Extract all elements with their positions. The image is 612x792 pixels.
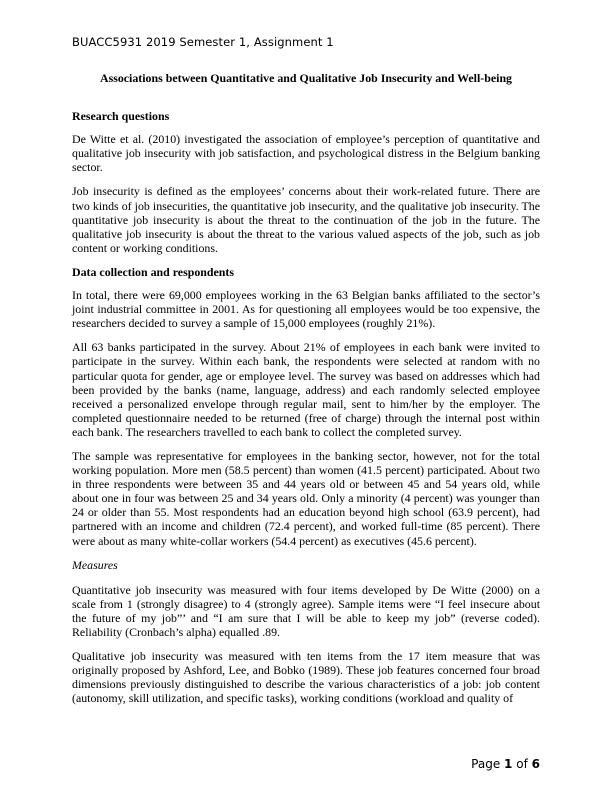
section-heading-research-questions: Research questions	[72, 109, 170, 124]
paragraph: Job insecurity is defined as the employees’ concerns about their work-related future. There are two kinds of job insecurities, the quantitative job insecurity, and the qualitative job insecurity. The quantitative job insecurity is about the threat to the continuation of the job in the future. The qualitative job insecurity is about the threat to the various valued aspects of the job, such as job content or working conditions.	[72, 184, 540, 255]
paragraph: Quantitative job insecurity was measured with four items developed by De Witte (2000) on a scale from 1 (strongly disagree) to 4 (strongly agree). Sample items were “I feel insecure about the future of my job”’ and “I am sure that I will be able to keep my job” (reverse coded). Reliability (Cronbach’s alpha) equalled .89.	[72, 582, 540, 639]
paragraph: All 63 banks participated in the survey. About 21% of employees in each bank were invited to participate in the survey. Within each bank, the respondents were selected at random with no particular quota for gender, age or employee level. The survey was based on addresses which had been provided by the banks (name, language, address) and each randomly selected employee received a personalized envelope through regular mail, sent to him/her by the employer. The completed questionnaire needed to be returned (free of charge) through the internal post within each bank. The researchers travelled to each bank to collect the completed survey.	[72, 340, 540, 439]
page-label: Page	[471, 757, 501, 771]
section-heading-data-collection: Data collection and respondents	[72, 264, 234, 279]
paragraph: In total, there were 69,000 employees working in the 63 Belgian banks affiliated to the sector’s joint industrial committee in 2001. As for questioning all employees would be too expensive, the researchers decided to survey a sample of 15,000 employees (roughly 21%).	[72, 288, 540, 331]
of-label: of	[516, 757, 528, 771]
document-title: Associations between Quantitative and Qualitative Job Insecurity and Well-being	[99, 71, 512, 85]
page-header: BUACC5931 2019 Semester 1, Assignment 1	[72, 35, 334, 49]
paragraph: De Witte et al. (2010) investigated the association of employee’s perception of quantitative and qualitative job insecurity with job satisfaction, and psychological distress in the Belgium banking sector.	[72, 132, 540, 175]
paragraph: Qualitative job insecurity was measured with ten items from the 17 item measure that was originally proposed by Ashford, Lee, and Bobko (1989). These job features concerned four broad dimensions previously distinguished to describe the various characteristics of a job: job content (autonomy, skill utilization, and specific tasks), working conditions (workload and quality of	[72, 649, 540, 706]
document-body	[72, 71, 540, 715]
section-heading-measures: Measures	[72, 557, 118, 572]
current-page-number: 1	[504, 757, 513, 771]
paragraph: The sample was representative for employees in the banking sector, however, not for the total working population. More men (58.5 percent) than women (41.5 percent) participated. About two in three respondents were between 35 and 44 years old or between 45 and 54 years old, while about one in four was between 25 and 34 years old. Only a minority (4 percent) was younger than 24 or older than 55. Most respondents had an education beyond high school (63.9 percent), had partnered with an income and children (72.4 percent), and worked full-time (85 percent). There were about as many white-collar workers (54.4 percent) as executives (45.6 percent).	[72, 448, 540, 548]
total-pages-number: 6	[531, 757, 540, 771]
page-number-footer	[471, 757, 540, 771]
